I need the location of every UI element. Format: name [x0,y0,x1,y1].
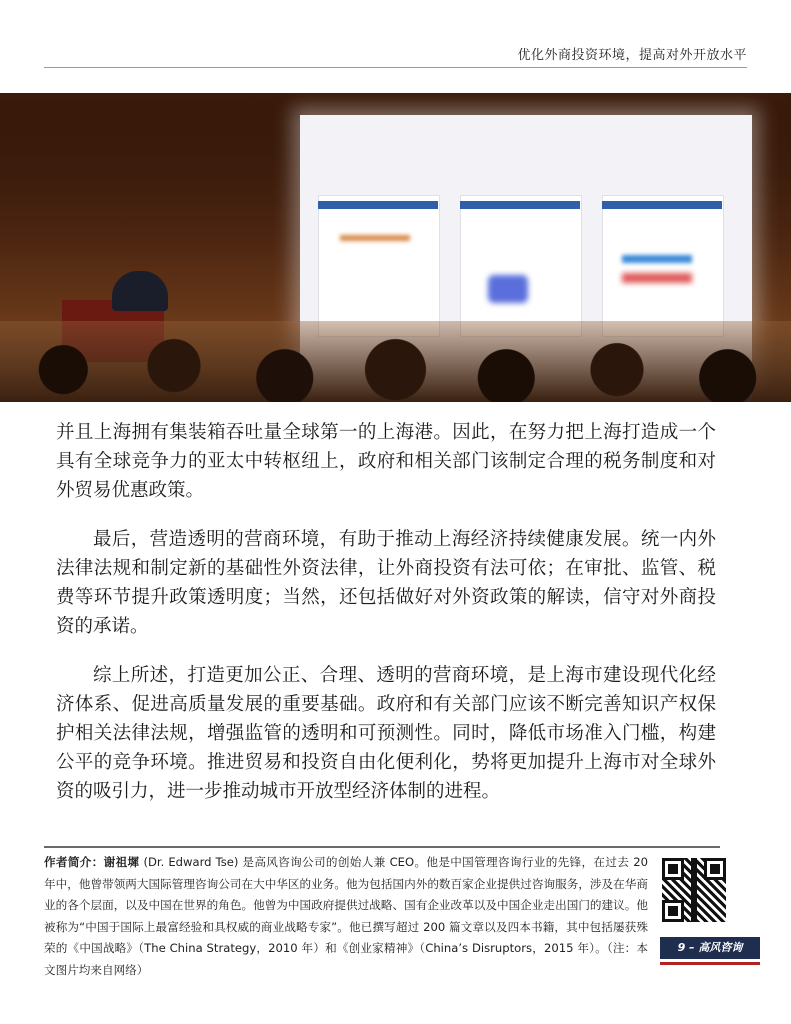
qr-code-icon [662,858,726,922]
slide-panel [602,195,724,337]
slide-graphic [622,255,692,263]
slide-header-bar [602,201,722,209]
article-paragraph: 综上所述，打造更加公正、合理、透明的营商环境，是上海市建设现代化经济体系、促进高质量发展的重要基础。政府和有关部门应该不断完善知识产权保护相关法律法规，增强监管的透明和可预测性。同时，降低市场准入门槛，构建公平的竞争环境。推进贸易和投资自由化便利化，势将更加提升上海市对全球外资的吸引力，进一步推动城市开放型经济体制的进程。 [56,665,716,802]
author-bio-text: (Dr. Edward Tse) 是高风咨询公司的创始人兼 CEO。他是中国管理咨询行业的先锋，在过去 20 年中，他曾带领两大国际管理咨询公司在大中华区的业务。他为包括国内外的数百家企业提供过咨询服务，涉及在华商业的各个层面，以及中国在世界的角色。他曾为中国政府提供过战略、国有企业改革以及中国企业走出国门的建议。他被称为“中国于国际上最富经验和具权威的商业战略专家”。他已撰写超过 200 篇文章以及四本书籍，其中包括屡获殊荣的《中国战略》（The China Strategy，2010 年）和《创业家精神》（China’s Disruptors，2015 年）。（注：本文图片均来自网络） [44,855,648,977]
article-body [56,418,716,826]
badge-underline [660,962,760,965]
page-number-badge: 9 – 高风咨询 [660,937,760,959]
header-divider [44,67,747,68]
slide-header-bar [460,201,580,209]
article-paragraph: 最后，营造透明的营商环境，有助于推动上海经济持续健康发展。统一内外法律法规和制定新的基础性外资法律，让外商投资有法可依；在审批、监管、税费等环节提升政策透明度；当然，还包括做好对外资政策的解读，信守对外商投资的承诺。 [56,529,716,637]
author-bio [44,852,648,981]
article-paragraph: 并且上海拥有集装箱吞吐量全球第一的上海港。因此，在努力把上海打造成一个具有全球竞争力的亚太中转枢纽上，政府和相关部门该制定合理的税务制度和对外贸易优惠政策。 [56,422,716,501]
author-bio-lead: 作者简介：谢祖墀 [44,855,140,869]
slide-panel [318,195,440,337]
slide-graphic [622,273,692,283]
slide-header-bar [318,201,438,209]
page-header-title: 优化外商投资环境，提高对外开放水平 [517,48,747,63]
audience [0,321,791,402]
slide-graphic [340,235,410,241]
speaker-figure [112,271,168,311]
slide-panel [460,195,582,337]
slide-graphic [488,275,528,303]
bio-divider [44,846,720,848]
conference-photo [0,93,791,402]
